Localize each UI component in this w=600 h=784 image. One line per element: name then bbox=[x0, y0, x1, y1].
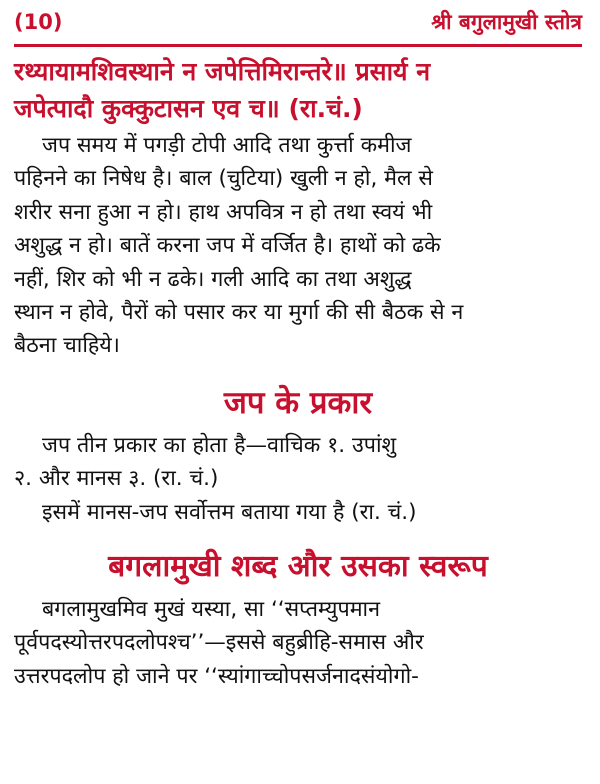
verse-line: जपेत्पादौ कुक्कुटासन एव च॥ (रा.चं.) bbox=[14, 94, 363, 123]
paragraph-line: शरीर सना हुआ न हो। हाथ अपवित्र न हो तथा स्वयं भी bbox=[14, 199, 433, 225]
section-heading-bagalamukhi: बगलामुखी शब्द और उसका स्वरूप bbox=[108, 549, 488, 585]
sanskrit-verse bbox=[14, 53, 582, 127]
paragraph-line: जप समय में पगड़ी टोपी आदि तथा कुर्त्ता कमीज bbox=[42, 133, 412, 158]
page-header bbox=[14, 0, 582, 44]
section-heading-japa-types: जप के प्रकार bbox=[223, 384, 373, 421]
paragraph-line: पूर्वपदस्योत्तरपदलोपश्च’’—इससे बहुब्रीहि-समास और bbox=[14, 630, 424, 656]
paragraph-line: बगलामुखमिव मुखं यस्या, सा ‘‘सप्तम्युपमान bbox=[42, 597, 381, 623]
page-number: (10) bbox=[14, 10, 63, 34]
paragraph-line: इसमें मानस-जप सर्वोत्तम बताया गया है (रा. चं.) bbox=[42, 499, 417, 525]
paragraph-japa-types bbox=[14, 429, 582, 529]
paragraph-line: स्थान न होवे, पैरों को पसार कर या मुर्गा की सी बैठक से न bbox=[14, 300, 464, 326]
paragraph-line: जप तीन प्रकार का होता है—वाचिक १. उपांशु bbox=[42, 432, 397, 458]
paragraph-line: बैठना चाहिये। bbox=[14, 333, 120, 359]
paragraph-japa-rules bbox=[14, 129, 582, 363]
paragraph-line: नहीं, शिर को भी न ढके। गली आदि का तथा अशुद्ध bbox=[14, 266, 412, 292]
paragraph-line: पहिनने का निषेध है। बाल (चुटिया) खुली न हो, मैल से bbox=[14, 166, 433, 192]
running-title: श्री बगुलामुखी स्तोत्र bbox=[431, 10, 582, 34]
paragraph-bagalamukhi bbox=[14, 593, 582, 693]
header-rule bbox=[14, 44, 582, 47]
paragraph-line: २. और मानस ३. (रा. चं.) bbox=[14, 466, 219, 492]
verse-line: रथ्यायामशिवस्थाने न जपेत्तिमिरान्तरे॥ प्रसार्य न bbox=[14, 57, 431, 86]
paragraph-line: अशुद्ध न हो। बातें करना जप में वर्जित है। हाथों को ढके bbox=[14, 233, 441, 259]
paragraph-line: उत्तरपदलोप हो जाने पर ‘‘स्यांगाच्चोपसर्जनादसंयोगो- bbox=[14, 663, 419, 689]
